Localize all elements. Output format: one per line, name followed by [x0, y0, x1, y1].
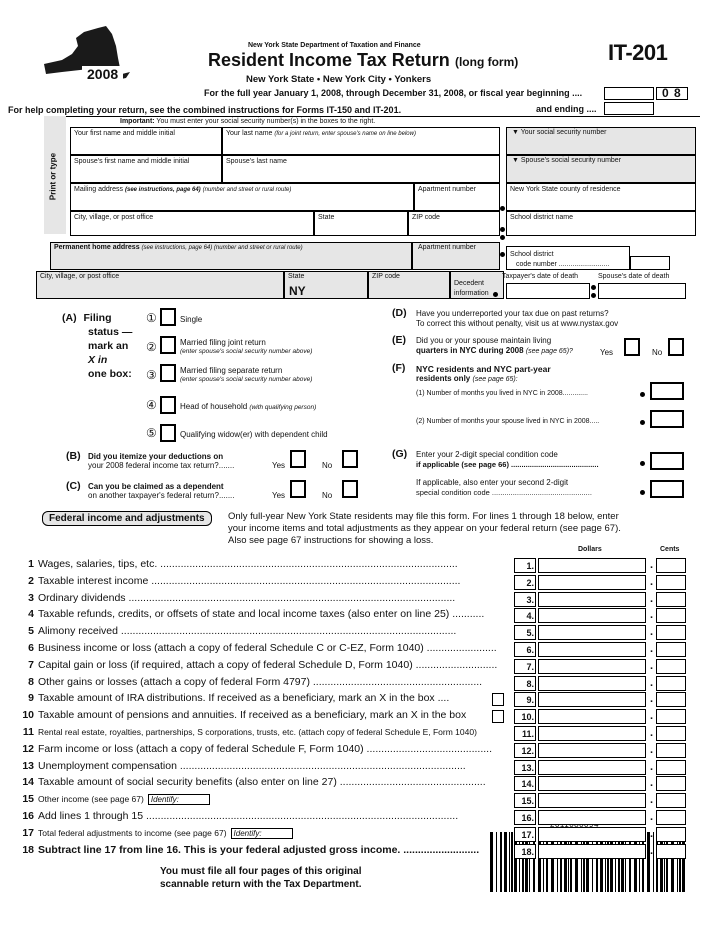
question-c-no-checkbox[interactable] — [342, 480, 358, 498]
dollars-field[interactable] — [538, 810, 646, 825]
decimal-point: . — [650, 827, 654, 840]
decimal-point: . — [650, 710, 654, 723]
cents-field[interactable] — [656, 608, 686, 623]
tax-period: For the full year January 1, 2008, through December 31, 2008, or fiscal year beginning .... — [204, 88, 583, 98]
question-d-link-text[interactable]: To correct this without penalty, visit us at www.nystax.gov — [416, 319, 619, 328]
ssn-label: ▼ Your social security number — [512, 129, 607, 136]
line-number-box: 11. — [514, 726, 536, 741]
dollars-field[interactable] — [538, 575, 646, 590]
decimal-point: . — [650, 844, 654, 857]
cents-field[interactable] — [656, 676, 686, 691]
question-c-label: (C) — [66, 480, 81, 492]
bullet-marker — [591, 293, 596, 298]
income-line-15: 15 Other income (see page 67) Identify: — [18, 793, 512, 805]
school-code-label-2: code number .......................... — [516, 261, 610, 268]
single-checkbox[interactable] — [160, 308, 176, 326]
federal-note-2: your income items and total adjustments as they appear on your federal return (see page 67). — [228, 523, 621, 534]
identify-field[interactable]: Identify: — [231, 828, 293, 839]
school-code-label: School district — [510, 251, 554, 258]
identify-field[interactable]: Identify: — [148, 794, 210, 805]
line-number-box: 17. — [514, 827, 536, 842]
county-label: New York State county of residence — [510, 186, 621, 193]
bullet-marker — [500, 252, 505, 257]
spouse-first-name-label: Spouse's first name and middle initial — [74, 158, 190, 165]
question-c-no-label: No — [322, 491, 333, 500]
dollars-field[interactable] — [538, 608, 646, 623]
question-e-text-2: quarters in NYC during 2008 (see page 65)? — [416, 346, 573, 355]
question-c-yes-checkbox[interactable] — [290, 480, 306, 498]
print-or-type-label: Print or type — [48, 152, 58, 201]
decimal-point: . — [650, 626, 654, 639]
year-badge: 2008 — [82, 66, 123, 83]
income-line-10: 10 Taxable amount of pensions and annuities. If received as a beneficiary, mark an X in the box — [22, 709, 467, 722]
cents-field[interactable] — [656, 827, 686, 842]
dollars-field[interactable] — [538, 776, 646, 791]
beneficiary-checkbox[interactable] — [492, 710, 504, 723]
decimal-point: . — [650, 643, 654, 655]
income-line-5: 5 Alimony received ................................................................................................................... — [28, 625, 457, 638]
question-c-yes-label: Yes — [272, 491, 286, 500]
head-of-household-label: Head of household (with qualifying person) — [180, 402, 317, 411]
permanent-address-label: Permanent home address (see instructions, page 64) (number and street or rural route) — [54, 244, 303, 251]
dollars-field[interactable] — [538, 844, 646, 859]
line-number-box: 15. — [514, 793, 536, 808]
cents-field[interactable] — [656, 558, 686, 573]
income-line-11: 11 Rental real estate, royalties, partnerships, S corporations, trusts, etc. (attach copy of federal Schedule E, Form 1040) — [22, 726, 477, 738]
school-district-label: School district name — [510, 214, 574, 221]
barcode-bar — [500, 832, 502, 892]
income-line-4: 4 Taxable refunds, credits, or offsets of state and local income taxes (also enter on line 25) ........... — [28, 608, 485, 621]
dollars-field[interactable] — [538, 558, 646, 573]
question-f-text: NYC residents and NYC part-year — [416, 364, 551, 374]
permanent-zip-label: ZIP code — [372, 273, 400, 280]
nyc-months-you-field[interactable] — [650, 382, 684, 400]
federal-income-heading: Federal income and adjustments — [42, 511, 212, 526]
decimal-point: . — [650, 794, 654, 807]
barcode-bar — [653, 832, 654, 892]
second-condition-code-field[interactable] — [650, 480, 684, 498]
question-g-text-4: special condition code ................................................ — [416, 488, 592, 497]
line-number-box: 18. — [514, 844, 536, 859]
dollars-field[interactable] — [538, 659, 646, 674]
taxpayer-death-label: Taxpayer's date of death — [502, 273, 579, 280]
important-note: Important: You must enter your social security number(s) in the boxes to the right. — [120, 118, 376, 125]
beneficiary-checkbox[interactable] — [492, 693, 504, 706]
dollars-field[interactable] — [538, 726, 646, 741]
department-name: New York State Department of Taxation and Finance — [248, 42, 421, 49]
line-number-box: 7. — [514, 659, 536, 674]
question-b-no-label: No — [322, 461, 333, 470]
permanent-apartment-label: Apartment number — [418, 244, 476, 251]
line-number-box: 6. — [514, 642, 536, 657]
nyc-months-spouse-label: (2) Number of months your spouse lived in NYC in 2008..... — [416, 418, 600, 425]
income-line-1: 1 Wages, salaries, tips, etc. ...................................................................................................... — [28, 558, 458, 570]
last-name-label: Your last name (for a joint return, enter spouse's name on line below) — [226, 130, 416, 137]
state-label: State — [318, 214, 335, 221]
question-d-label: (D) — [392, 307, 407, 319]
bullet-marker — [500, 227, 505, 232]
question-b-text-2: your 2008 federal income tax return?....... — [88, 461, 235, 470]
dollars-field[interactable] — [538, 592, 646, 607]
separate-checkbox[interactable] — [160, 364, 176, 382]
line-number-box: 9. — [514, 692, 536, 707]
decimal-point: . — [650, 727, 654, 739]
nyc-months-you-label: (1) Number of months you lived in NYC in 2008............. — [416, 390, 588, 397]
question-f-text-2: residents only (see page 65): — [416, 374, 518, 383]
income-line-12: 12 Farm income or loss (attach a copy of federal Schedule F, Form 1040) ........................................... — [22, 742, 493, 755]
question-g-text-3: If applicable, also enter your second 2-digit — [416, 478, 569, 487]
line-number-box: 10. — [514, 709, 536, 724]
question-g-label: (G) — [392, 448, 408, 460]
permanent-state-value: NY — [289, 284, 306, 298]
income-line-14: 14 Taxable amount of social security benefits (also enter on line 27) .................................................. — [22, 776, 486, 789]
decimal-point: . — [650, 609, 654, 622]
dollars-field[interactable] — [538, 743, 646, 758]
apartment-label: Apartment number — [418, 186, 476, 193]
dollars-field[interactable] — [538, 692, 646, 707]
line-number-box: 16. — [514, 810, 536, 825]
decimal-point: . — [650, 760, 654, 773]
form-id: IT-201 — [608, 40, 668, 65]
city-label: City, village, or post office — [74, 214, 154, 221]
question-b-yes-label: Yes — [272, 461, 286, 470]
barcode-bar — [490, 832, 493, 892]
question-f-label: (F) — [392, 362, 406, 374]
decimal-point: . — [650, 693, 654, 706]
question-e-label: (E) — [392, 334, 406, 346]
cents-field[interactable] — [656, 726, 686, 741]
permanent-city-label: City, village, or post office — [40, 273, 120, 280]
permanent-state-label: State — [288, 273, 305, 280]
year-code: 0 8 — [662, 86, 682, 100]
question-d-text: Have you underreported your tax due on past returns? — [416, 309, 609, 318]
decimal-point: . — [650, 559, 654, 571]
barcode-bar — [647, 832, 650, 892]
bullet-marker — [640, 420, 645, 425]
decimal-point: . — [650, 811, 654, 823]
cents-field[interactable] — [656, 625, 686, 640]
form-subtitle: New York State • New York City • Yonkers — [246, 74, 432, 85]
dollars-header: Dollars — [578, 546, 602, 553]
decedent-label: Decedent — [454, 280, 484, 287]
federal-note-3: Also see page 67 instructions for showing a loss. — [228, 535, 434, 546]
filing-status-label: (A) Filing status — mark an X in one box: — [62, 312, 133, 380]
question-e-yes-label: Yes — [600, 348, 614, 357]
decimal-point: . — [650, 777, 654, 790]
joint-checkbox[interactable] — [160, 336, 176, 354]
barcode-bar — [496, 832, 497, 892]
mailing-address-label: Mailing address (see instructions, page 64) (number and street or rural route) — [74, 186, 292, 193]
question-b-no-checkbox[interactable] — [342, 450, 358, 468]
cents-field[interactable] — [656, 810, 686, 825]
cents-field[interactable] — [656, 760, 686, 775]
decimal-point: . — [650, 659, 654, 672]
cents-field[interactable] — [656, 709, 686, 724]
special-condition-code-field[interactable] — [650, 452, 684, 470]
cents-header: Cents — [660, 546, 680, 553]
cents-field[interactable] — [656, 776, 686, 791]
income-line-3: 3 Ordinary dividends ................................................................................................................ — [28, 591, 456, 604]
income-line-17: 17 Total federal adjustments to income (see page 67) Identify: — [18, 827, 512, 839]
barcode-bar — [509, 832, 510, 892]
bullet-marker — [500, 235, 505, 240]
question-e-no-label: No — [652, 348, 663, 357]
help-text: For help completing your return, see the combined instructions for Forms IT-150 and IT-201. — [8, 105, 402, 115]
question-e-no-checkbox[interactable] — [668, 338, 684, 356]
cents-field[interactable] — [656, 575, 686, 590]
bullet-marker — [640, 490, 645, 495]
fiscal-begin-field[interactable] — [604, 87, 654, 100]
form-title: Resident Income Tax Return (long form) — [208, 50, 519, 70]
question-b-yes-checkbox[interactable] — [290, 450, 306, 468]
bullet-marker — [640, 392, 645, 397]
footer-line-1: You must file all four pages of this original — [160, 866, 362, 877]
question-e-text: Did you or your spouse maintain living — [416, 336, 552, 345]
bullet-marker — [640, 461, 645, 466]
income-line-18: 18 Subtract line 17 from line 16. This is your federal adjusted gross income. .......................... — [22, 843, 480, 856]
nyc-months-spouse-field[interactable] — [650, 410, 684, 428]
cents-field[interactable] — [656, 642, 686, 657]
line-number-box: 13. — [514, 760, 536, 775]
income-line-13: 13 Unemployment compensation .................................................................................................. — [22, 759, 466, 772]
decimal-point: . — [650, 592, 654, 605]
decimal-point: . — [650, 575, 654, 588]
line-number-box: 12. — [514, 743, 536, 758]
head-of-household-checkbox[interactable] — [160, 396, 176, 414]
federal-note-1: Only full-year New York State residents may file this form. For lines 1 through 18 below, enter — [228, 511, 619, 522]
line-number-box: 3. — [514, 592, 536, 607]
spouse-death-field[interactable] — [598, 283, 686, 299]
question-b-label: (B) — [66, 450, 81, 462]
first-name-label: Your first name and middle initial — [74, 130, 175, 137]
dollars-field[interactable] — [538, 709, 646, 724]
school-code-entry[interactable] — [630, 256, 670, 270]
line-number-box: 2. — [514, 575, 536, 590]
income-line-9: 9 Taxable amount of IRA distributions. If received as a beneficiary, mark an X in the box .... — [28, 692, 450, 705]
fiscal-end-field[interactable] — [604, 102, 654, 115]
decimal-point: . — [650, 743, 654, 756]
income-line-7: 7 Capital gain or loss (if required, attach a copy of federal Schedule D, Form 1040) ............................ — [28, 658, 498, 671]
line-number-box: 5. — [514, 625, 536, 640]
taxpayer-death-field[interactable] — [506, 283, 590, 299]
bullet-marker — [493, 292, 498, 297]
income-line-6: 6 Business income or loss (attach a copy of federal Schedule C or C-EZ, Form 1040) ........................ — [28, 642, 497, 654]
cents-field[interactable] — [656, 659, 686, 674]
question-b-text: Did you itemize your deductions on — [88, 452, 224, 461]
cents-field[interactable] — [656, 692, 686, 707]
question-e-yes-checkbox[interactable] — [624, 338, 640, 356]
dollars-field[interactable] — [538, 642, 646, 657]
income-line-8: 8 Other gains or losses (attach a copy of federal Form 4797) .......................................................... — [28, 675, 483, 688]
dollars-field[interactable] — [538, 676, 646, 691]
cents-field[interactable] — [656, 592, 686, 607]
dollars-field[interactable] — [538, 625, 646, 640]
income-line-16: 16 Add lines 1 through 15 ........................................................................................................... — [22, 810, 459, 822]
decimal-point: . — [650, 676, 654, 689]
barcode-bar — [511, 832, 513, 892]
dollars-field[interactable] — [538, 793, 646, 808]
bullet-marker — [591, 285, 596, 290]
spouse-ssn-label: ▼ Spouse's social security number — [512, 157, 622, 164]
income-line-2: 2 Taxable interest income .......................................................................................................... — [28, 574, 461, 587]
spouse-last-name-label: Spouse's last name — [226, 158, 287, 165]
decedent-label-2: information — [454, 290, 489, 297]
spouse-death-label: Spouse's date of death — [598, 273, 670, 280]
question-g-text-2: if applicable (see page 66) .......................................... — [416, 460, 599, 469]
footer-line-2: scannable return with the Tax Department. — [160, 879, 362, 890]
question-c-text: Can you be claimed as a dependent — [88, 482, 224, 491]
question-c-text-2: on another taxpayer's federal return?....... — [88, 491, 235, 500]
bullet-marker — [500, 206, 505, 211]
widow-checkbox[interactable] — [160, 424, 176, 442]
cents-field[interactable] — [656, 844, 686, 859]
cents-field[interactable] — [656, 743, 686, 758]
line-number-box: 4. — [514, 608, 536, 623]
line-number-box: 8. — [514, 676, 536, 691]
line-number-box: 14. — [514, 776, 536, 791]
question-g-text: Enter your 2-digit special condition code — [416, 450, 558, 459]
zip-label: ZIP code — [412, 214, 440, 221]
dollars-field[interactable] — [538, 827, 646, 842]
barcode-bar — [504, 832, 507, 892]
line-number-box: 1. — [514, 558, 536, 573]
cents-field[interactable] — [656, 793, 686, 808]
dollars-field[interactable] — [538, 760, 646, 775]
fiscal-ending-label: and ending .... — [536, 104, 597, 114]
